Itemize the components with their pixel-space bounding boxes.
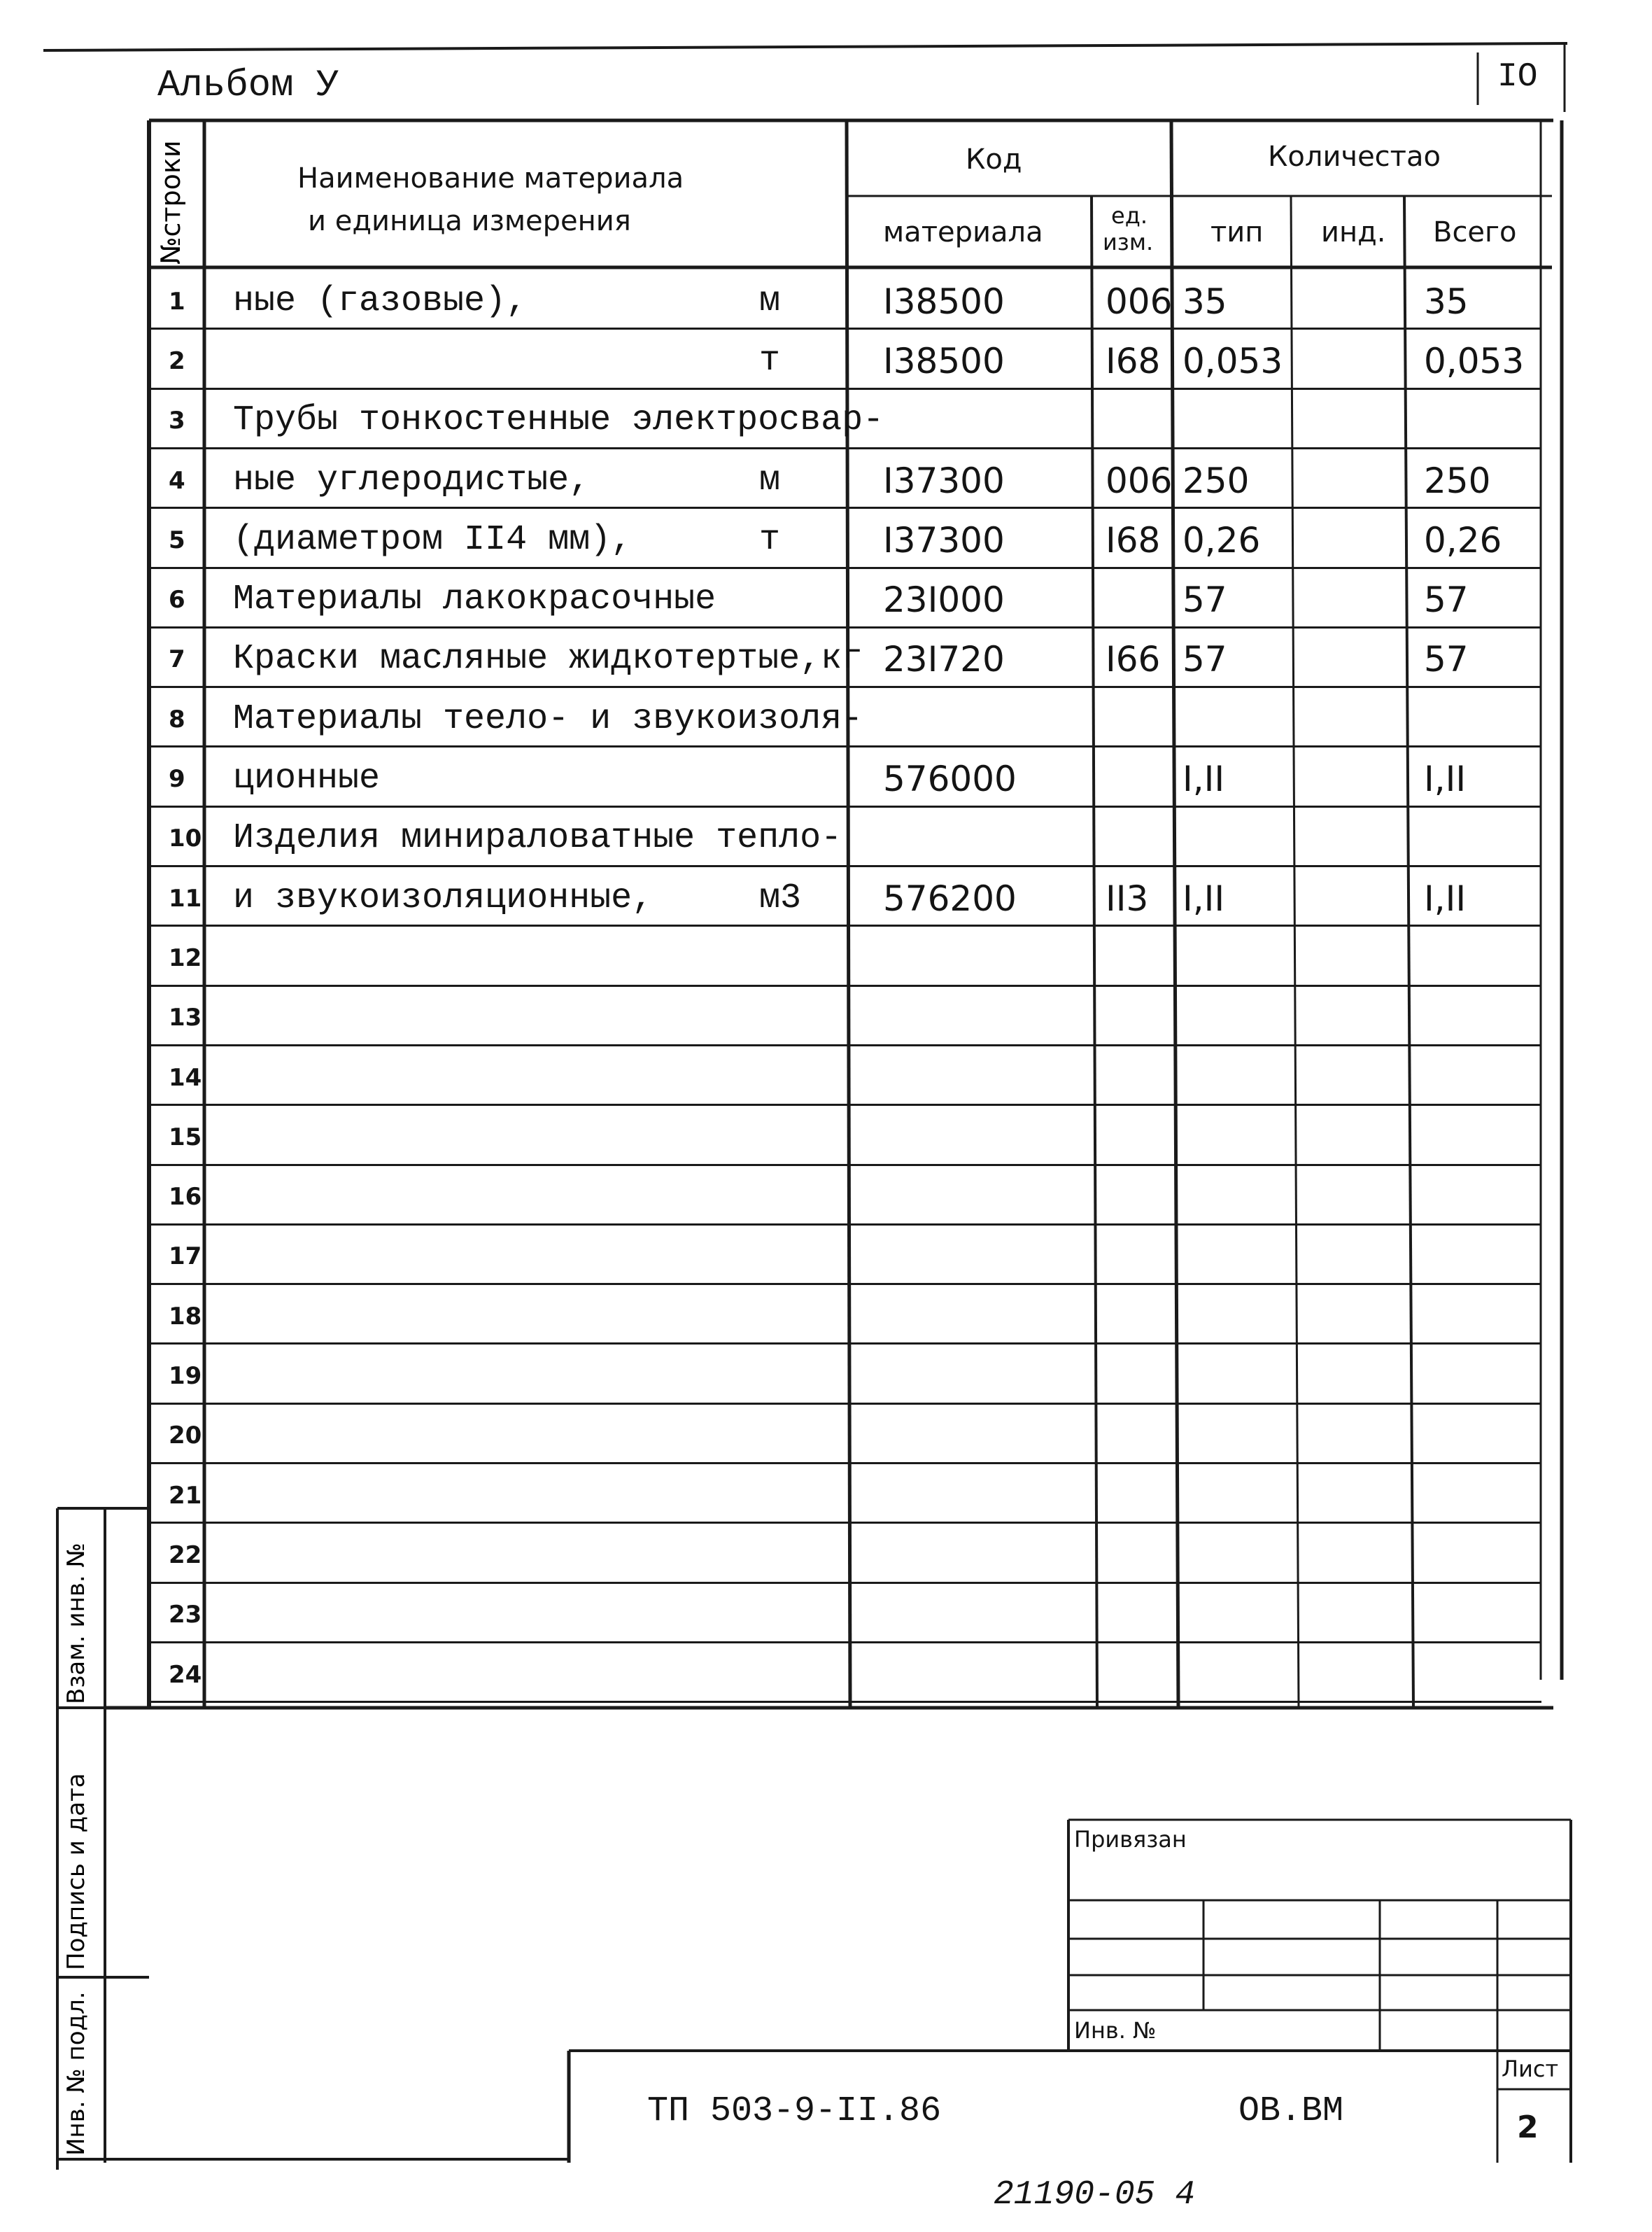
page-number-top: IO	[1497, 58, 1538, 96]
cell-type: 0,26	[1182, 519, 1261, 561]
cell-code: I37300	[883, 519, 1005, 561]
cell-ucode: I68	[1106, 519, 1161, 561]
cell-code: 23I000	[883, 580, 1005, 621]
doc-mark: ОВ.ВМ	[1238, 2091, 1344, 2131]
doc-code: ТП 503-9-II.86	[647, 2091, 942, 2131]
stamp-vzam-inv: Взам. инв. №	[62, 1543, 90, 1704]
row-separator	[149, 388, 1541, 390]
row-separator	[149, 1462, 1541, 1464]
cell-name: Трубы тонкостенные электросвар-	[233, 400, 884, 441]
cell-unit: т	[759, 340, 781, 381]
cell-unit: м3	[759, 878, 802, 918]
row-separator	[149, 1044, 1541, 1046]
cell-n: 13	[169, 1004, 202, 1032]
cell-n: 6	[169, 586, 185, 615]
header-ind: инд.	[1321, 216, 1386, 248]
cell-total: 57	[1424, 639, 1469, 680]
cell-n: 15	[169, 1123, 202, 1151]
row-separator	[149, 806, 1541, 808]
cell-name: Краски масляные жидкотертые,кг	[233, 639, 863, 680]
stamp-inv-podl: Инв. № подл.	[62, 1991, 90, 2156]
header-code: Код	[966, 143, 1022, 176]
cell-code: I38500	[883, 340, 1005, 381]
cell-n: 9	[169, 765, 185, 794]
row-separator	[149, 626, 1541, 629]
row-separator	[149, 1582, 1541, 1584]
row-separator	[149, 1342, 1541, 1345]
cell-name: Изделия минираловатные тепло-	[233, 818, 842, 859]
cell-code: I38500	[883, 281, 1005, 322]
cell-type: I,II	[1182, 759, 1225, 800]
header-name-line2: и единица измерения	[308, 205, 631, 237]
cell-ucode: I68	[1106, 340, 1161, 381]
cell-name: Материалы лакокрасочные	[233, 580, 716, 620]
cell-ucode: II3	[1106, 878, 1149, 919]
cell-n: 21	[169, 1481, 202, 1510]
cell-n: 8	[169, 705, 185, 734]
cell-total: 57	[1424, 580, 1469, 621]
footer-stamp-number: 21190-05 4	[994, 2176, 1196, 2214]
cell-n: 7	[169, 645, 185, 674]
cell-n: 2	[169, 346, 185, 375]
cell-n: 20	[169, 1422, 202, 1450]
cell-name: (диаметром II4 мм),	[233, 519, 633, 560]
row-separator	[149, 1283, 1541, 1285]
header-unit-line1: ед.	[1111, 202, 1148, 229]
header-total: Всего	[1433, 216, 1517, 248]
cell-name: ные углеродистые,	[233, 460, 591, 500]
cell-type: I,II	[1182, 878, 1225, 919]
cell-code: 576200	[883, 878, 1017, 919]
row-separator	[149, 1403, 1541, 1405]
cell-n: 10	[169, 824, 202, 853]
binding-privyazan: Привязан	[1074, 1826, 1187, 1853]
row-separator	[149, 925, 1541, 927]
row-separator	[149, 1164, 1541, 1166]
sheet-label: Лист	[1502, 2056, 1559, 2082]
cell-n: 1	[169, 287, 185, 316]
cell-n: 22	[169, 1540, 202, 1569]
cell-n: 24	[169, 1660, 202, 1689]
row-separator	[149, 686, 1541, 688]
header-unit-line2: изм.	[1103, 229, 1154, 255]
sheet-number: 2	[1517, 2110, 1539, 2145]
row-separator	[149, 507, 1541, 509]
cell-name: и звукоизоляционные,	[233, 878, 654, 918]
header-quantity: Количестао	[1268, 141, 1441, 173]
header-material: материала	[883, 216, 1043, 248]
album-title: Альбом У	[157, 64, 339, 107]
binding-inv-no: Инв. №	[1074, 2017, 1157, 2044]
row-separator	[149, 1522, 1541, 1524]
cell-n: 19	[169, 1362, 202, 1391]
cell-total: 0,053	[1424, 340, 1525, 381]
cell-total: 35	[1424, 281, 1469, 322]
row-separator	[149, 1641, 1541, 1643]
row-separator	[149, 1701, 1541, 1703]
cell-ucode: 006	[1106, 281, 1173, 322]
cell-code: 576000	[883, 759, 1017, 800]
cell-type: 57	[1182, 580, 1227, 621]
row-separator	[149, 865, 1541, 867]
cell-unit: т	[759, 519, 781, 560]
stamp-podpis-data: Подпись и дата	[62, 1773, 90, 1970]
cell-n: 14	[169, 1063, 202, 1092]
cell-type: 35	[1182, 281, 1227, 322]
header-type: тип	[1210, 216, 1264, 248]
cell-total: 250	[1424, 460, 1491, 501]
cell-unit: м	[759, 460, 781, 500]
cell-name: ционные	[233, 759, 381, 799]
cell-ucode: 006	[1106, 460, 1173, 501]
cell-total: I,II	[1424, 878, 1467, 919]
cell-type: 57	[1182, 639, 1227, 680]
cell-name: ные (газовые),	[233, 281, 528, 321]
row-separator	[149, 1223, 1541, 1226]
row-separator	[149, 985, 1541, 987]
row-separator	[149, 328, 1541, 330]
cell-n: 4	[169, 466, 185, 495]
header-name-line1: Наименование материала	[297, 162, 684, 195]
cell-code: I37300	[883, 460, 1005, 501]
header-row-no: №строки	[155, 140, 186, 265]
row-separator	[149, 1104, 1541, 1106]
cell-n: 16	[169, 1183, 202, 1212]
cell-type: 0,053	[1182, 340, 1283, 381]
cell-type: 250	[1182, 460, 1250, 501]
cell-n: 3	[169, 407, 185, 435]
row-separator	[149, 745, 1541, 747]
cell-code: 23I720	[883, 639, 1005, 680]
cell-unit: м	[759, 281, 781, 321]
cell-name: Материалы теело- и звукоизоля-	[233, 699, 863, 739]
cell-n: 18	[169, 1302, 202, 1331]
cell-total: 0,26	[1424, 519, 1502, 561]
row-separator	[149, 567, 1541, 569]
cell-total: I,II	[1424, 759, 1467, 800]
cell-ucode: I66	[1106, 639, 1161, 680]
cell-n: 23	[169, 1601, 202, 1629]
cell-n: 5	[169, 526, 185, 554]
cell-n: 11	[169, 884, 202, 913]
cell-n: 12	[169, 943, 202, 972]
row-separator	[149, 447, 1541, 449]
cell-n: 17	[169, 1242, 202, 1271]
